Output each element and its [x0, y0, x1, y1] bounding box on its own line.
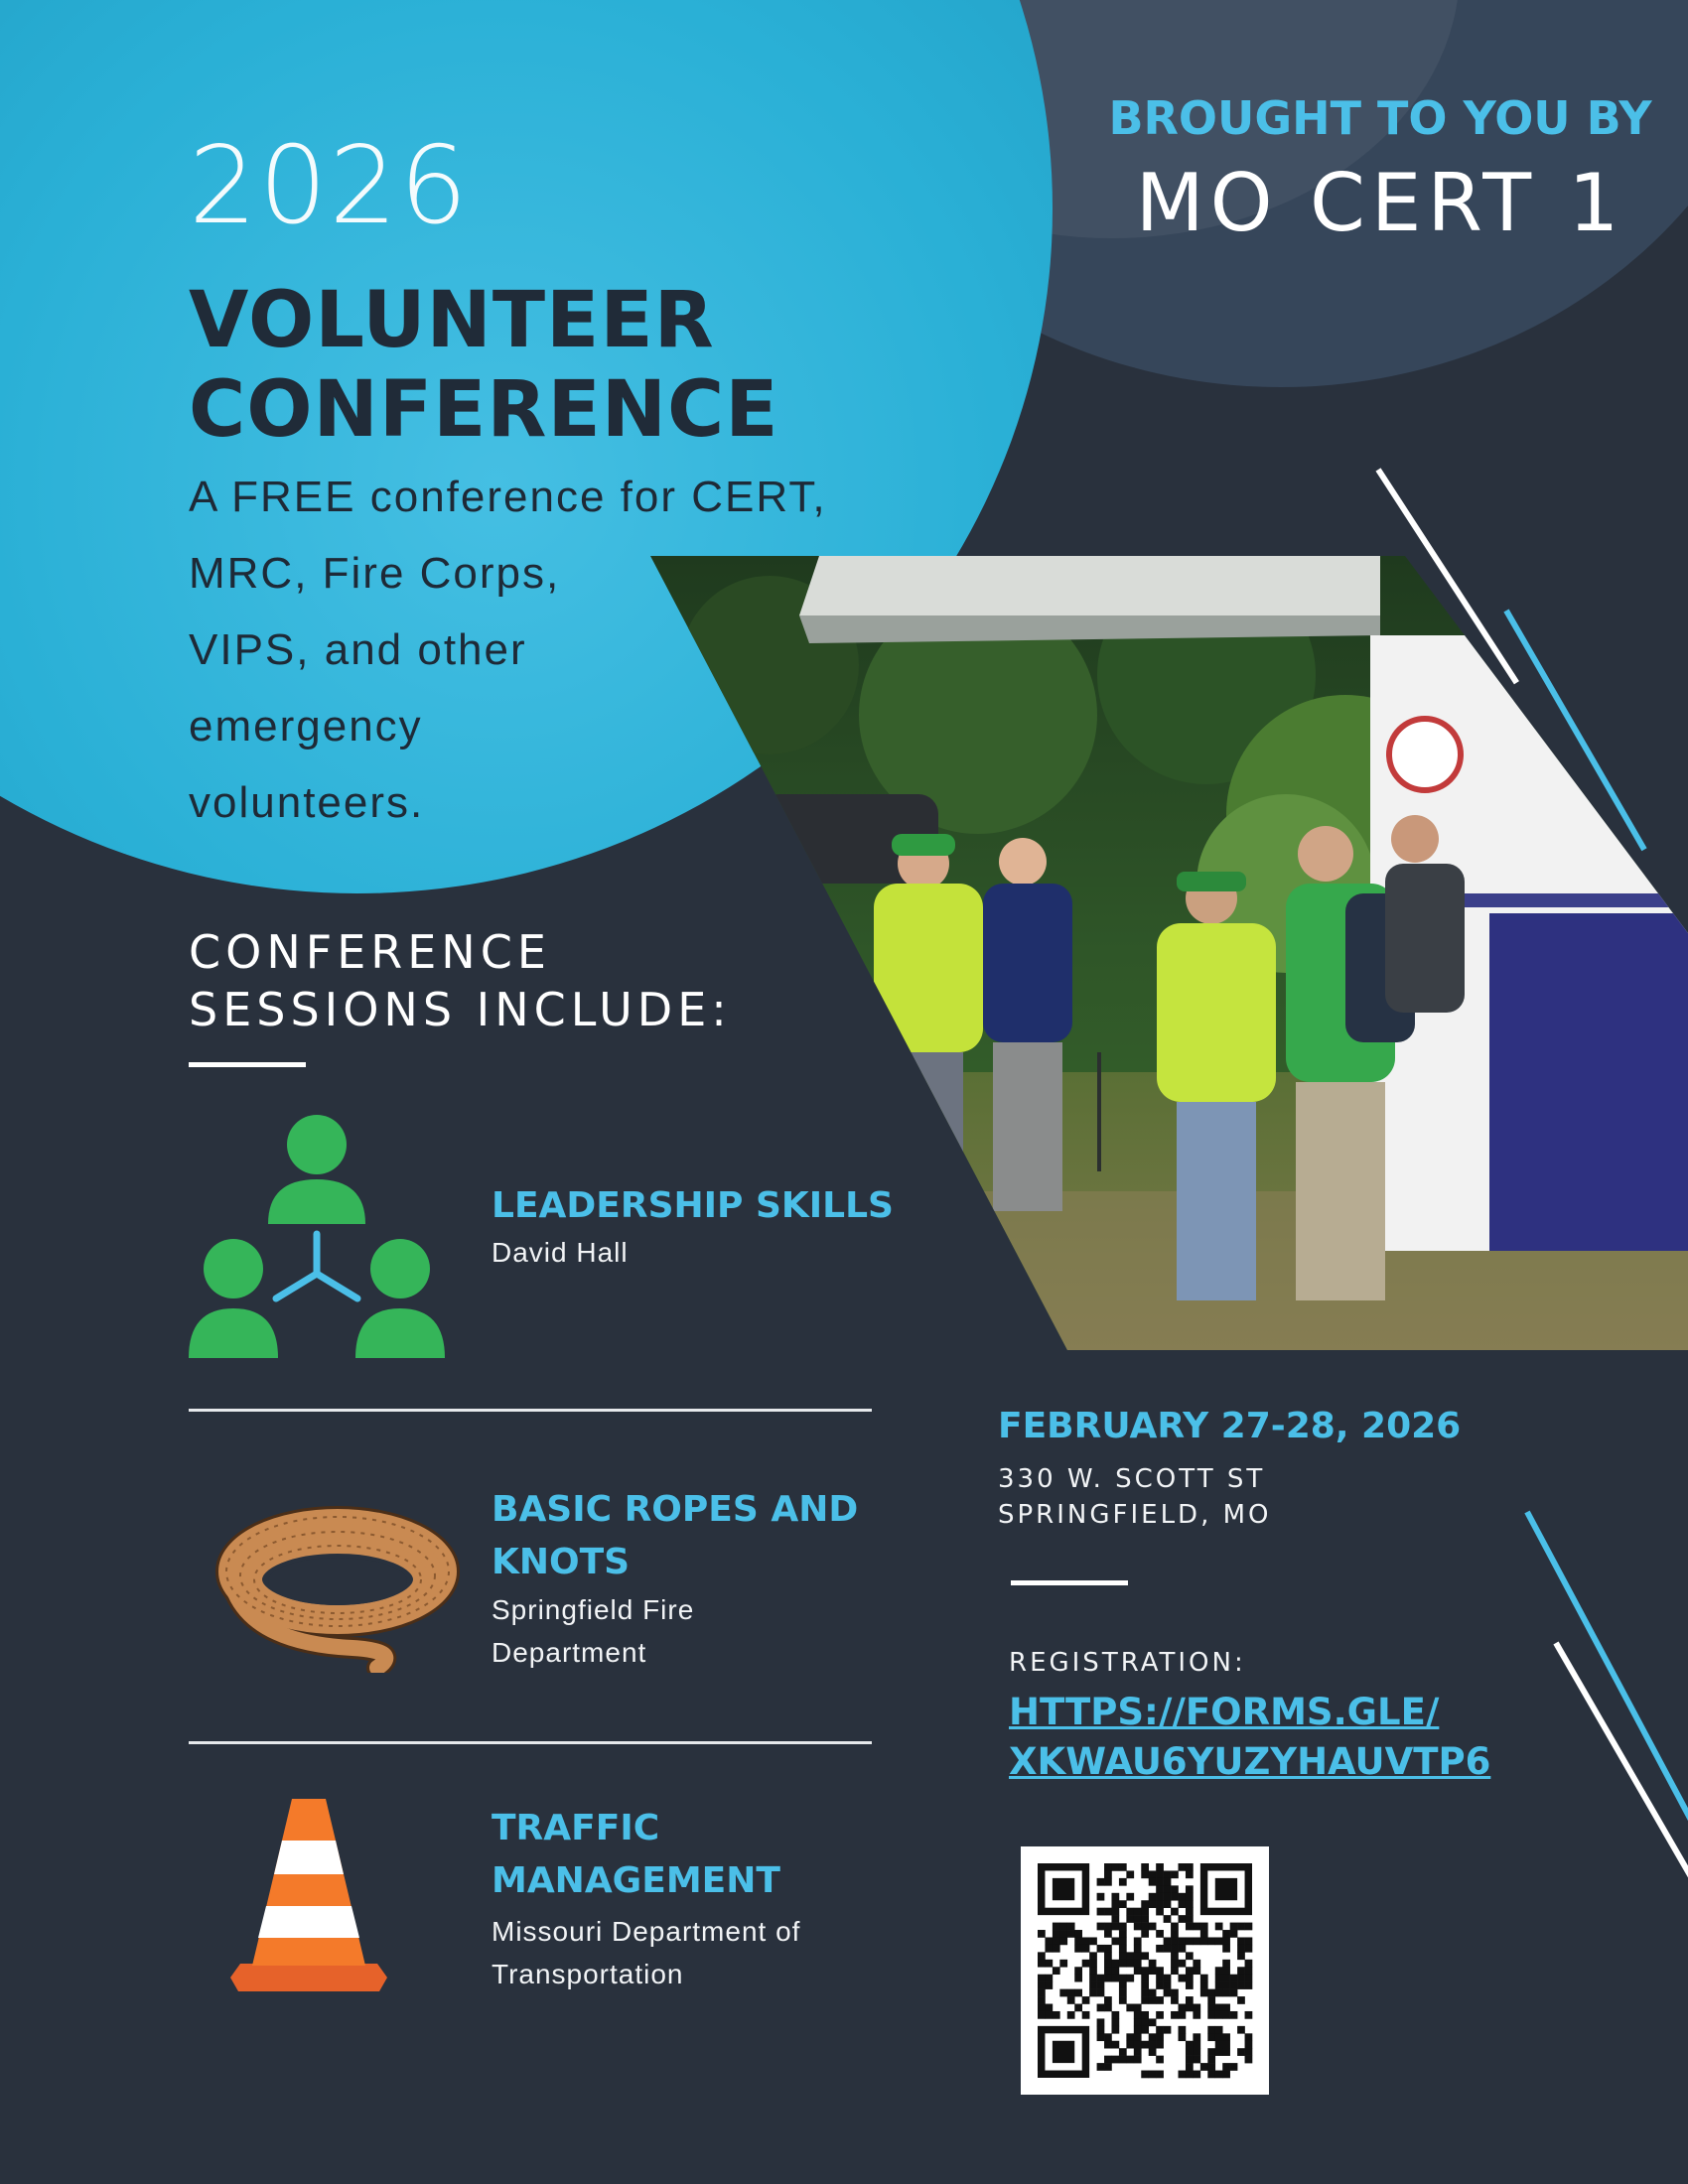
session-speaker-leadership: David Hall	[492, 1237, 629, 1268]
event-title	[189, 276, 779, 455]
qr-code-pattern	[1021, 1846, 1269, 2095]
sponsor-name: MO CERT 1	[1135, 157, 1625, 249]
event-title-line-2: CONFERENCE	[189, 365, 779, 455]
sessions-heading-line-1: CONFERENCE	[189, 925, 551, 979]
event-address	[998, 1461, 1272, 1533]
person-2	[983, 838, 1072, 1211]
event-details-rule	[1011, 1580, 1128, 1585]
sponsor-label: BROUGHT TO YOU BY	[1108, 91, 1652, 145]
session-speaker-traffic-line-1: Missouri Department of	[492, 1916, 801, 1947]
registration-label: REGISTRATION:	[1009, 1648, 1246, 1678]
subtitle-line: VIPS, and other	[189, 625, 527, 674]
registration-link-line-2[interactable]: XKWAU6YUZYHAUVTP6	[1009, 1740, 1491, 1783]
subtitle-line: A FREE conference for CERT,	[189, 473, 827, 521]
session-speaker-ropes-line-1: Springfield Fire	[492, 1594, 695, 1625]
session-divider	[189, 1741, 872, 1744]
sessions-heading-line-2: SESSIONS INCLUDE:	[189, 983, 732, 1036]
registration-link-line-1[interactable]: HTTPS://FORMS.GLE/	[1009, 1691, 1440, 1733]
leadership-network-icon	[189, 1110, 445, 1366]
session-title-ropes-line-1: BASIC ROPES AND	[492, 1489, 859, 1530]
session-title-traffic-line-2: MANAGEMENT	[492, 1860, 780, 1901]
address-line-2: SPRINGFIELD, MO	[998, 1500, 1272, 1530]
session-divider	[189, 1409, 872, 1412]
rope-coil-icon	[213, 1494, 462, 1673]
session-speaker-ropes-line-2: Department	[492, 1637, 647, 1668]
sessions-heading	[189, 923, 732, 1038]
registration-link[interactable]	[1009, 1688, 1490, 1787]
subtitle-line: MRC, Fire Corps,	[189, 549, 561, 598]
session-title-leadership: LEADERSHIP SKILLS	[492, 1185, 894, 1226]
event-date: FEBRUARY 27-28, 2026	[998, 1406, 1462, 1446]
event-title-line-1: VOLUNTEER	[189, 276, 715, 365]
session-title-traffic-line-1: TRAFFIC	[492, 1808, 660, 1848]
session-title-ropes-line-2: KNOTS	[492, 1542, 631, 1582]
sessions-heading-rule	[189, 1062, 306, 1067]
subtitle-line: volunteers.	[189, 778, 425, 827]
traffic-cone-icon	[230, 1797, 387, 2001]
event-subtitle	[189, 459, 963, 841]
event-year: 2026	[189, 124, 470, 248]
subtitle-line: emergency	[189, 702, 423, 751]
session-speaker-traffic-line-2: Transportation	[492, 1959, 684, 1989]
registration-qr-code[interactable]	[1021, 1846, 1269, 2095]
address-line-1: 330 W. SCOTT ST	[998, 1464, 1266, 1494]
decor-line-blue-bottom	[1524, 1511, 1688, 1830]
